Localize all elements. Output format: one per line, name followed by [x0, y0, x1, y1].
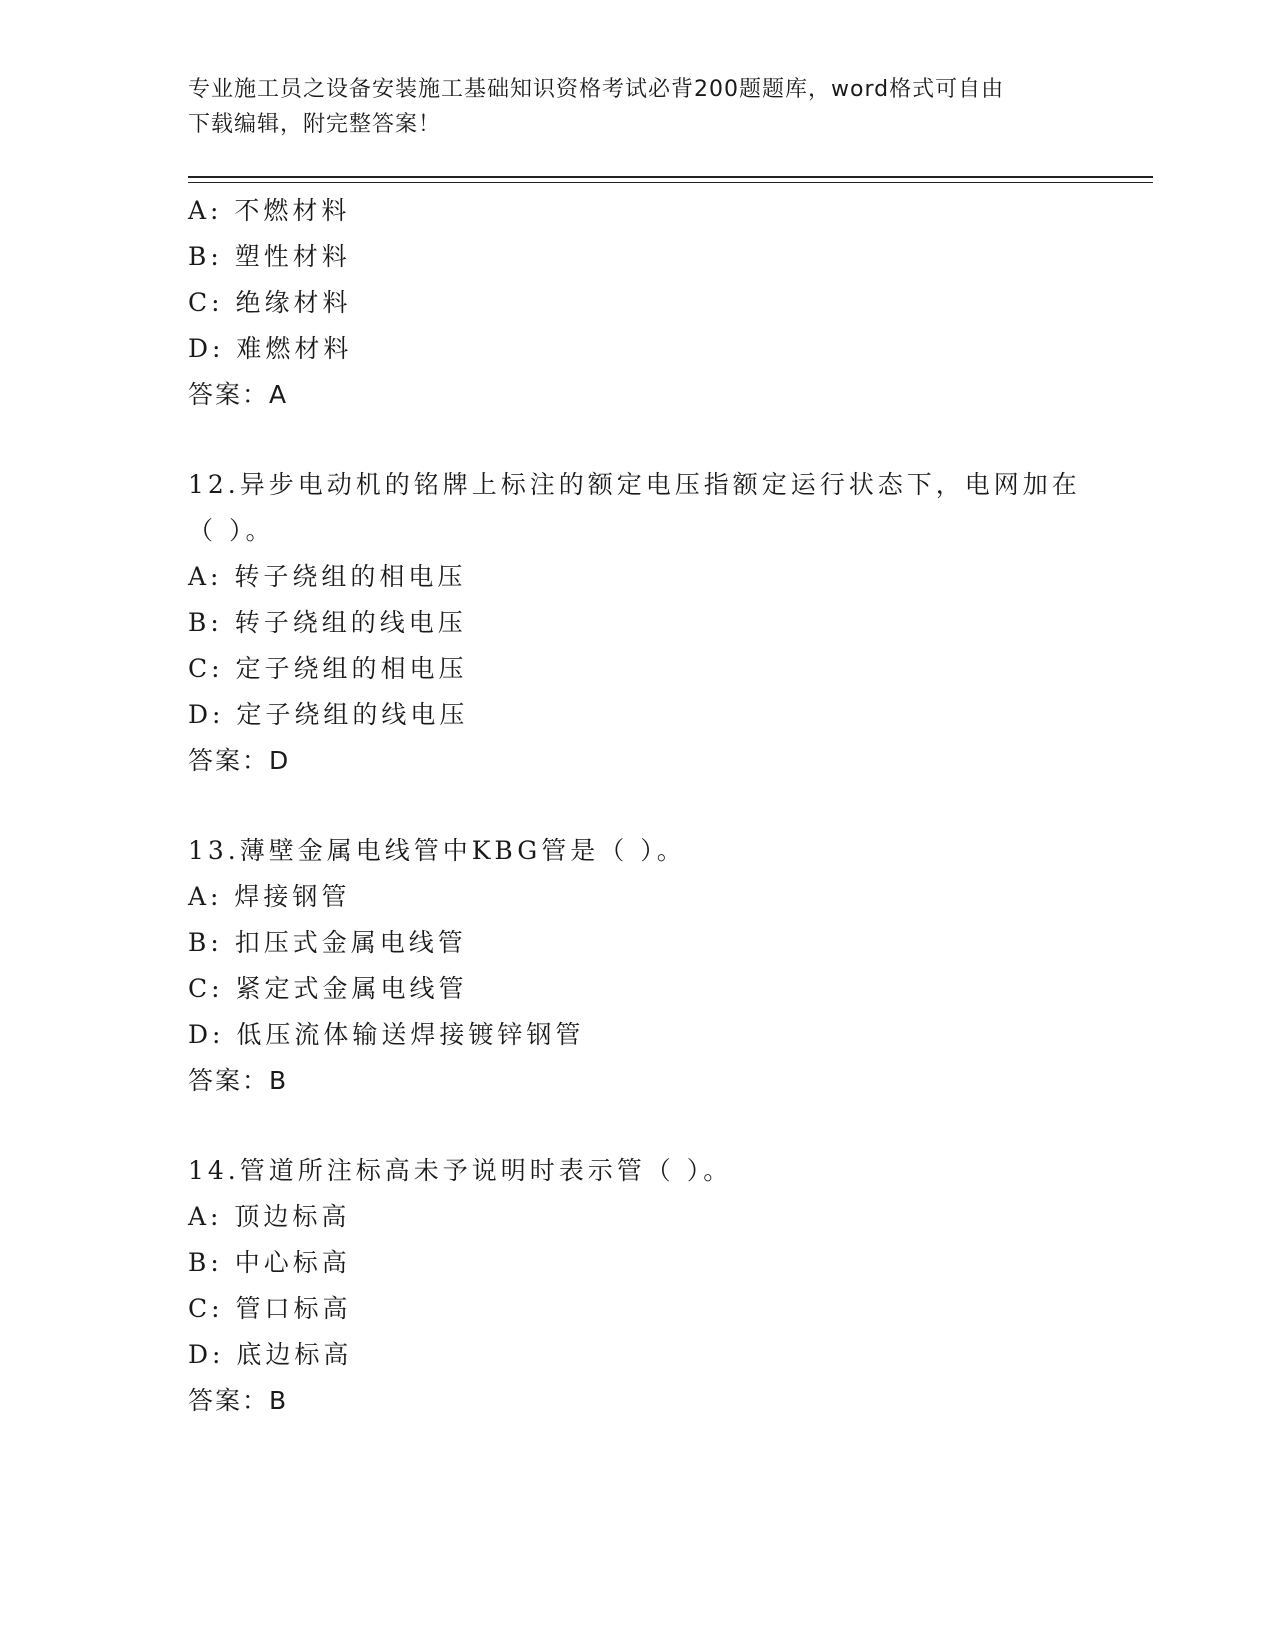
question-text-continued: （ ）。 — [188, 516, 275, 545]
option-a: A: 顶边标高 — [188, 1202, 351, 1231]
question-text: 13.薄壁金属电线管中KBG管是（ ）。 — [188, 836, 686, 865]
header-divider-thin — [188, 182, 1153, 183]
question-content — [188, 188, 1088, 1424]
option-b: B: 中心标高 — [188, 1248, 351, 1277]
option-c: C: 管口标高 — [188, 1294, 352, 1323]
option-d: D: 难燃材料 — [188, 334, 353, 363]
option-d: D: 定子绕组的线电压 — [188, 700, 469, 729]
option-a: A: 焊接钢管 — [188, 882, 351, 911]
answer-line: 答案：D — [188, 746, 291, 775]
question-14 — [188, 1148, 1088, 1424]
answer-line: 答案：A — [188, 380, 289, 409]
question-11-continued — [188, 188, 1088, 418]
answer-line: 答案：B — [188, 1386, 289, 1415]
spacer — [188, 1104, 1088, 1148]
header-line-2: 下载编辑，附完整答案！ — [188, 112, 442, 137]
document-header — [188, 72, 1088, 142]
question-12 — [188, 462, 1088, 784]
question-text: 12.异步电动机的铭牌上标注的额定电压指额定运行状态下，电网加在 — [188, 470, 1081, 499]
header-divider-thick — [188, 176, 1153, 178]
option-d: D: 低压流体输送焊接镀锌钢管 — [188, 1020, 585, 1049]
question-13 — [188, 828, 1088, 1104]
option-c: C: 定子绕组的相电压 — [188, 654, 468, 683]
header-line-1: 专业施工员之设备安装施工基础知识资格考试必背200题题库，word格式可自由 — [188, 77, 1005, 102]
spacer — [188, 784, 1088, 828]
answer-line: 答案：B — [188, 1066, 289, 1095]
option-b: B: 塑性材料 — [188, 242, 351, 271]
option-b: B: 转子绕组的线电压 — [188, 608, 467, 637]
option-a: A: 不燃材料 — [188, 196, 351, 225]
option-d: D: 底边标高 — [188, 1340, 353, 1369]
spacer — [188, 418, 1088, 462]
option-b: B: 扣压式金属电线管 — [188, 928, 467, 957]
option-a: A: 转子绕组的相电压 — [188, 562, 467, 591]
question-text: 14.管道所注标高未予说明时表示管（ ）。 — [188, 1156, 733, 1185]
option-c: C: 紧定式金属电线管 — [188, 974, 468, 1003]
option-c: C: 绝缘材料 — [188, 288, 352, 317]
